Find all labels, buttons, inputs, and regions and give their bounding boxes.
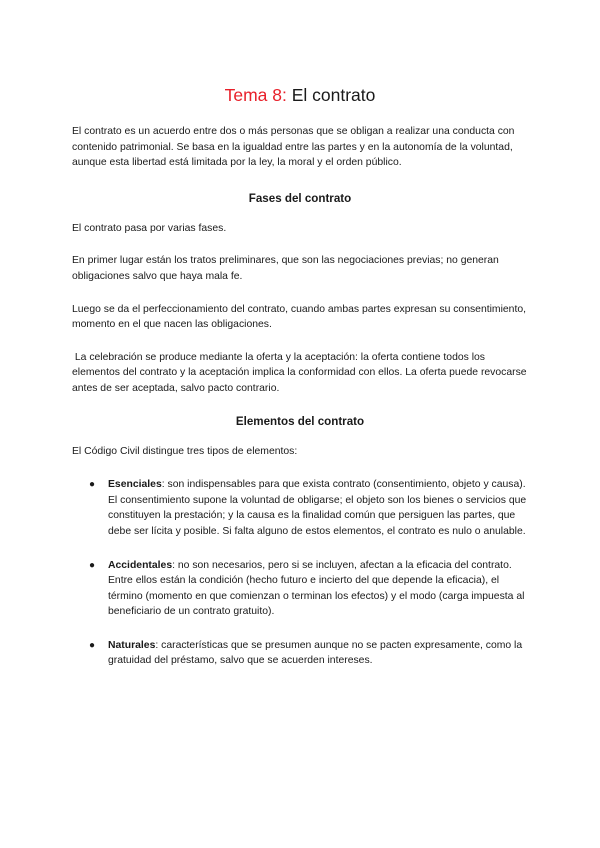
title-prefix: Tema 8: xyxy=(224,85,287,105)
section-heading-fases: Fases del contrato xyxy=(248,191,352,205)
list-item xyxy=(89,558,528,620)
item-text: : no son necesarios, pero si se incluyen, afectan a la eficacia del contrato. Entre ellos están la condición (hecho futuro e incierto del que depende la eficacia), el término (momento en que comienzan o terminan los efectos) y el modo (carga impuesta al beneficiario de un contrato gratuito). xyxy=(108,559,525,618)
item-term: Naturales xyxy=(108,639,156,651)
bullet-icon: ● xyxy=(89,639,96,651)
fases-paragraph: La celebración se produce mediante la oferta y la aceptación: la oferta contiene todos los elementos del contrato y la aceptación implica la conformidad con ellos. La oferta puede revocarse antes de ser aceptada, salvo pacto contrario. xyxy=(72,351,530,394)
list-item xyxy=(89,638,528,669)
fases-paragraph: El contrato pasa por varias fases. xyxy=(72,222,227,234)
section-heading-elementos: Elementos del contrato xyxy=(235,414,365,428)
title-main: El contrato xyxy=(286,85,376,105)
fases-paragraph: En primer lugar están los tratos preliminares, que son las negociaciones previas; no generan obligaciones salvo que haya mala fe. xyxy=(72,255,499,282)
item-term: Accidentales xyxy=(108,559,173,571)
document-page xyxy=(72,84,528,687)
elementos-intro: El Código Civil distingue tres tipos de elementos: xyxy=(72,445,298,457)
bullet-icon: ● xyxy=(89,559,96,571)
item-text: : son indispensables para que exista contrato (consentimiento, objeto y causa). El consentimiento supone la voluntad de obligarse; el objeto son los bienes o servicios que constituyen la prestación; y la causa es la finalidad común que persiguen las partes, que debe ser lícita y posible. Si falta alguno de estos elementos, el contrato es nulo o anulable. xyxy=(108,479,527,537)
intro-paragraph: El contrato es un acuerdo entre dos o más personas que se obligan a realizar una conducta con contenido patrimonial. Se basa en la igualdad entre las partes y en la autonomía de la voluntad, aunque esta libertad está limitada por la ley, la moral y el orden público. xyxy=(72,126,515,169)
elements-list xyxy=(72,477,528,669)
item-term: Esenciales xyxy=(108,479,162,491)
page-title xyxy=(72,84,528,106)
item-text: : características que se presumen aunque no se pacten expresamente, como la gratuidad del préstamo, salvo que se acuerden intereses. xyxy=(108,639,523,667)
fases-paragraph: Luego se da el perfeccionamiento del contrato, cuando ambas partes expresan su consentimiento, momento en el que nacen las obligaciones. xyxy=(72,303,527,331)
list-item xyxy=(89,477,528,539)
bullet-icon: ● xyxy=(89,479,96,491)
